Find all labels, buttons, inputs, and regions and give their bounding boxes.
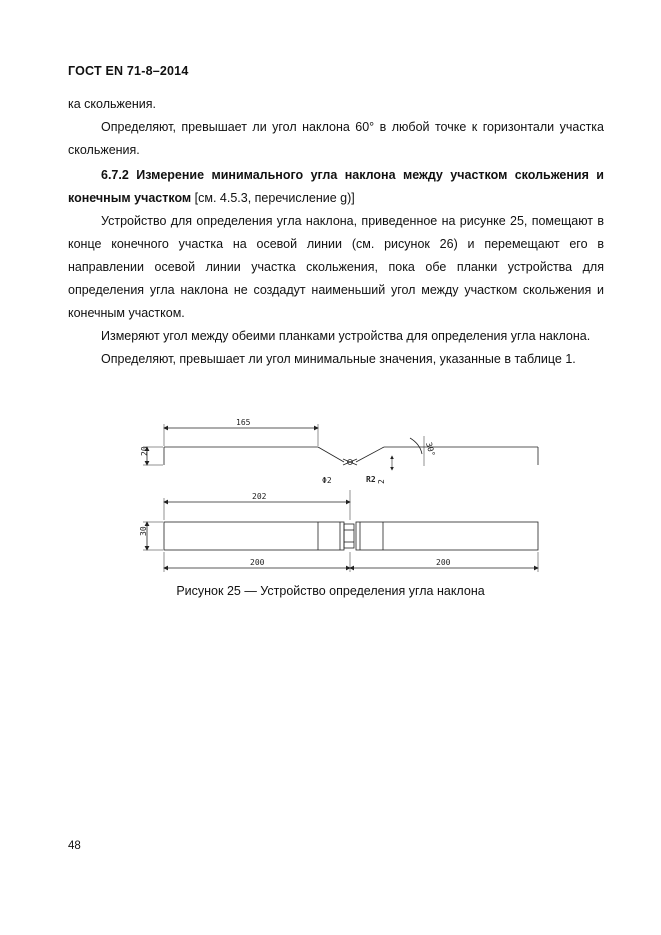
dim-30deg-label: 30°	[424, 441, 437, 458]
plan-view	[143, 522, 538, 572]
document-header: ГОСТ EN 71-8–2014	[68, 64, 189, 78]
dim-2-label: 2	[377, 479, 386, 484]
figure-caption: Рисунок 25 — Устройство определения угла наклона	[176, 584, 485, 598]
paragraph-1: ка скольжения.	[68, 97, 156, 111]
paragraph-2: Определяют, превышает ли угол наклона 60° в любой точке к горизонтали участка скольжения.	[68, 120, 604, 157]
dim-30-label: 30	[139, 526, 148, 536]
paragraph-4: Устройство для определения угла наклона, приведенное на рисунке 25, помещают в конце конечного участка на осевой линии (см. рисунок 26) и перемещают его в направлении осевой линии участка скольжения, пока обе планки устройства для определения угла наклона не создадут наименьший угол между участком скольжения и конечным участком.	[68, 214, 604, 320]
section-heading-title: 6.7.2 Измерение минимального угла наклона между участком скольжения и конечным участком	[68, 168, 604, 205]
dim-20-label: 20	[140, 446, 149, 456]
section-heading-reference: [см. 4.5.3, перечисление g)]	[191, 191, 355, 205]
paragraph-5: Измеряют угол между обеими планками устройства для определения угла наклона.	[101, 329, 591, 343]
dim-200-left-label: 200	[250, 558, 265, 567]
dim-165-label: 165	[236, 418, 251, 427]
dim-200-right-label: 200	[436, 558, 451, 567]
page-number: 48	[68, 840, 81, 852]
dim-202-label: 202	[252, 492, 267, 501]
paragraph-6: Определяют, превышает ли угол минимальные значения, указанные в таблице 1.	[101, 352, 576, 366]
dim-r2-label: R2	[366, 475, 376, 484]
side-view	[143, 424, 538, 470]
dim-phi2-label: Φ2	[322, 476, 332, 485]
